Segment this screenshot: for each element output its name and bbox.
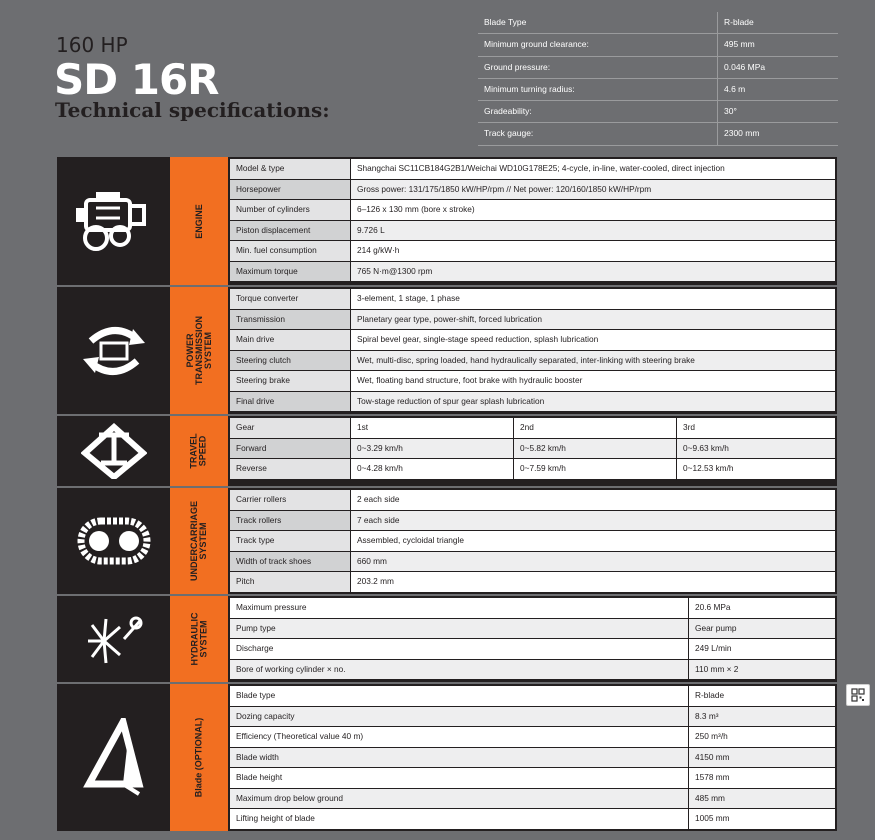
hydraulic-section — [57, 596, 837, 682]
gear-3-value: 3rd — [677, 418, 835, 438]
model-name: SD 16R — [54, 55, 219, 104]
spec-label: Gear — [230, 418, 350, 438]
spec-value: 214 g/kW·h — [351, 241, 835, 261]
summary-label: Minimum turning radius: — [478, 79, 718, 100]
track-icon — [57, 488, 170, 594]
undercarriage-section — [57, 488, 837, 594]
table-row — [230, 289, 835, 309]
summary-spec-table — [478, 12, 838, 146]
travel-speed-category: TRAVEL SPEED — [170, 416, 228, 486]
spec-value: Wet, multi-disc, spring loaded, hand hydraulically separated, inter-linking with steering brake — [351, 351, 835, 371]
spec-value: 20.6 MPa — [689, 598, 835, 618]
table-row — [230, 789, 835, 809]
spec-label: Track rollers — [230, 511, 350, 531]
summary-value: 2300 mm — [724, 128, 760, 139]
gear-2-value: 0~5.82 km/h — [514, 439, 676, 459]
gear-3-value: 0~12.53 km/h — [677, 459, 835, 479]
spec-value: 8.3 m³ — [689, 707, 835, 727]
table-row — [230, 490, 835, 510]
engine-category: ENGINE — [170, 157, 228, 285]
spec-label: Model & type — [230, 159, 350, 179]
power-transmission-category: POWER TRANSMISSION SYSTEM — [170, 287, 228, 414]
spec-label: Efficiency (Theoretical value 40 m) — [230, 727, 688, 747]
summary-value: 0.046 MPa — [724, 61, 766, 72]
spec-label: Blade height — [230, 768, 688, 788]
table-row — [230, 686, 835, 706]
gear-2-value: 0~7.59 km/h — [514, 459, 676, 479]
spec-label: Maximum drop below ground — [230, 789, 688, 809]
table-row — [230, 809, 835, 829]
spec-label: Blade type — [230, 686, 688, 706]
blade-icon — [57, 684, 170, 831]
spec-value: 249 L/min — [689, 639, 835, 659]
spec-label: Pump type — [230, 619, 688, 639]
summary-label: Gradeability: — [478, 101, 718, 122]
spec-label: Width of track shoes — [230, 552, 350, 572]
spec-value: Gear pump — [689, 619, 835, 639]
table-row — [230, 748, 835, 768]
spec-label: Maximum torque — [230, 262, 350, 282]
summary-label: Track gauge: — [478, 123, 718, 144]
summary-row — [478, 123, 838, 145]
table-row — [230, 159, 835, 179]
spec-label: Reverse — [230, 459, 350, 479]
summary-row — [478, 34, 838, 56]
summary-label: Minimum ground clearance: — [478, 34, 718, 55]
summary-value: 495 mm — [724, 39, 755, 50]
summary-value: 30° — [724, 106, 737, 117]
summary-value: R-blade — [724, 17, 754, 27]
gear-1-value: 0~3.29 km/h — [351, 439, 513, 459]
summary-row — [478, 57, 838, 79]
spec-value: 203.2 mm — [351, 572, 835, 592]
hydraulic-category: HYDRAULIC SYSTEM — [170, 596, 228, 682]
table-row — [230, 262, 835, 282]
spec-value: 1005 mm — [689, 809, 835, 829]
spec-value: 660 mm — [351, 552, 835, 572]
spec-value: 765 N·m@1300 rpm — [351, 262, 835, 282]
spec-value: 4150 mm — [689, 748, 835, 768]
table-row — [230, 351, 835, 371]
spec-value: Shangchai SC11CB184G2B1/Weichai WD10G178E25; 4-cycle, in-line, water-cooled, direct injection — [351, 159, 835, 179]
summary-label: Blade Type — [478, 12, 718, 33]
spec-label: Pitch — [230, 572, 350, 592]
spec-label: Final drive — [230, 392, 350, 412]
undercarriage-category: UNDERCARRIAGE SYSTEM — [170, 488, 228, 594]
gear-1-value: 0~4.28 km/h — [351, 459, 513, 479]
spec-label: Transmission — [230, 310, 350, 330]
blade-category: Blade (OPTIONAL) — [170, 684, 228, 831]
summary-row — [478, 79, 838, 101]
table-row — [230, 418, 835, 438]
spec-value: Wet, floating band structure, foot brake with hydraulic booster — [351, 371, 835, 391]
spec-value: 1578 mm — [689, 768, 835, 788]
spec-value: R-blade — [689, 686, 835, 706]
gear-3-value: 0~9.63 km/h — [677, 439, 835, 459]
spec-value: 485 mm — [689, 789, 835, 809]
table-row — [230, 310, 835, 330]
spec-label: Lifting height of blade — [230, 809, 688, 829]
table-row — [230, 531, 835, 551]
spec-label: Piston displacement — [230, 221, 350, 241]
spec-value: 9.726 L — [351, 221, 835, 241]
spec-value: 2 each side — [351, 490, 835, 510]
table-row — [230, 639, 835, 659]
spec-value: Tow-stage reduction of spur gear splash lubrication — [351, 392, 835, 412]
spec-label: Torque converter — [230, 289, 350, 309]
table-row — [230, 439, 835, 459]
table-row — [230, 200, 835, 220]
table-row — [230, 727, 835, 747]
summary-label: Ground pressure: — [478, 57, 718, 78]
table-row — [230, 241, 835, 261]
blade-section — [57, 684, 837, 831]
gear-2-value: 2nd — [514, 418, 676, 438]
horsepower-label: 160 HP — [56, 33, 128, 57]
spec-label: Number of cylinders — [230, 200, 350, 220]
table-row — [230, 330, 835, 350]
travel-speed-section — [57, 416, 837, 486]
spec-label: Track type — [230, 531, 350, 551]
table-row — [230, 221, 835, 241]
summary-value: 4.6 m — [724, 83, 746, 94]
spec-label: Maximum pressure — [230, 598, 688, 618]
engine-section — [57, 157, 837, 285]
qr-code-icon[interactable] — [846, 684, 870, 706]
engine-icon — [57, 157, 170, 285]
spec-label: Steering clutch — [230, 351, 350, 371]
spec-value: Gross power: 131/175/1850 kW/HP/rpm // Net power: 120/160/1850 kW/HP/rpm — [351, 180, 835, 200]
travel-speed-icon — [57, 416, 170, 486]
spec-value: 250 m³/h — [689, 727, 835, 747]
gear-1-value: 1st — [351, 418, 513, 438]
table-row — [230, 660, 835, 680]
spec-label: Bore of working cylinder × no. — [230, 660, 688, 680]
table-row — [230, 552, 835, 572]
table-row — [230, 619, 835, 639]
spec-label: Carrier rollers — [230, 490, 350, 510]
table-row — [230, 392, 835, 412]
power-transmission-section — [57, 287, 837, 414]
spec-value: Spiral bevel gear, single-stage speed reduction, splash lubrication — [351, 330, 835, 350]
table-row — [230, 768, 835, 788]
transmission-icon — [57, 287, 170, 414]
summary-row — [478, 12, 838, 34]
hydraulic-icon — [57, 596, 170, 682]
page-title: Technical specifications: — [55, 98, 330, 122]
table-row — [230, 511, 835, 531]
spec-label: Forward — [230, 439, 350, 459]
table-row — [230, 371, 835, 391]
spec-label: Horsepower — [230, 180, 350, 200]
spec-value: 110 mm × 2 — [689, 660, 835, 680]
spec-label: Blade width — [230, 748, 688, 768]
spec-value: 6–126 x 130 mm (bore x stroke) — [351, 200, 835, 220]
spec-label: Min. fuel consumption — [230, 241, 350, 261]
spec-value: 7 each side — [351, 511, 835, 531]
spec-value: Assembled, cycloidal triangle — [351, 531, 835, 551]
table-row — [230, 180, 835, 200]
summary-row — [478, 101, 838, 123]
table-row — [230, 572, 835, 592]
table-row — [230, 598, 835, 618]
spec-label: Dozing capacity — [230, 707, 688, 727]
spec-label: Discharge — [230, 639, 688, 659]
spec-label: Steering brake — [230, 371, 350, 391]
table-row — [230, 707, 835, 727]
table-row — [230, 459, 835, 479]
spec-value: Planetary gear type, power-shift, forced lubrication — [351, 310, 835, 330]
spec-value: 3-element, 1 stage, 1 phase — [351, 289, 835, 309]
spec-label: Main drive — [230, 330, 350, 350]
